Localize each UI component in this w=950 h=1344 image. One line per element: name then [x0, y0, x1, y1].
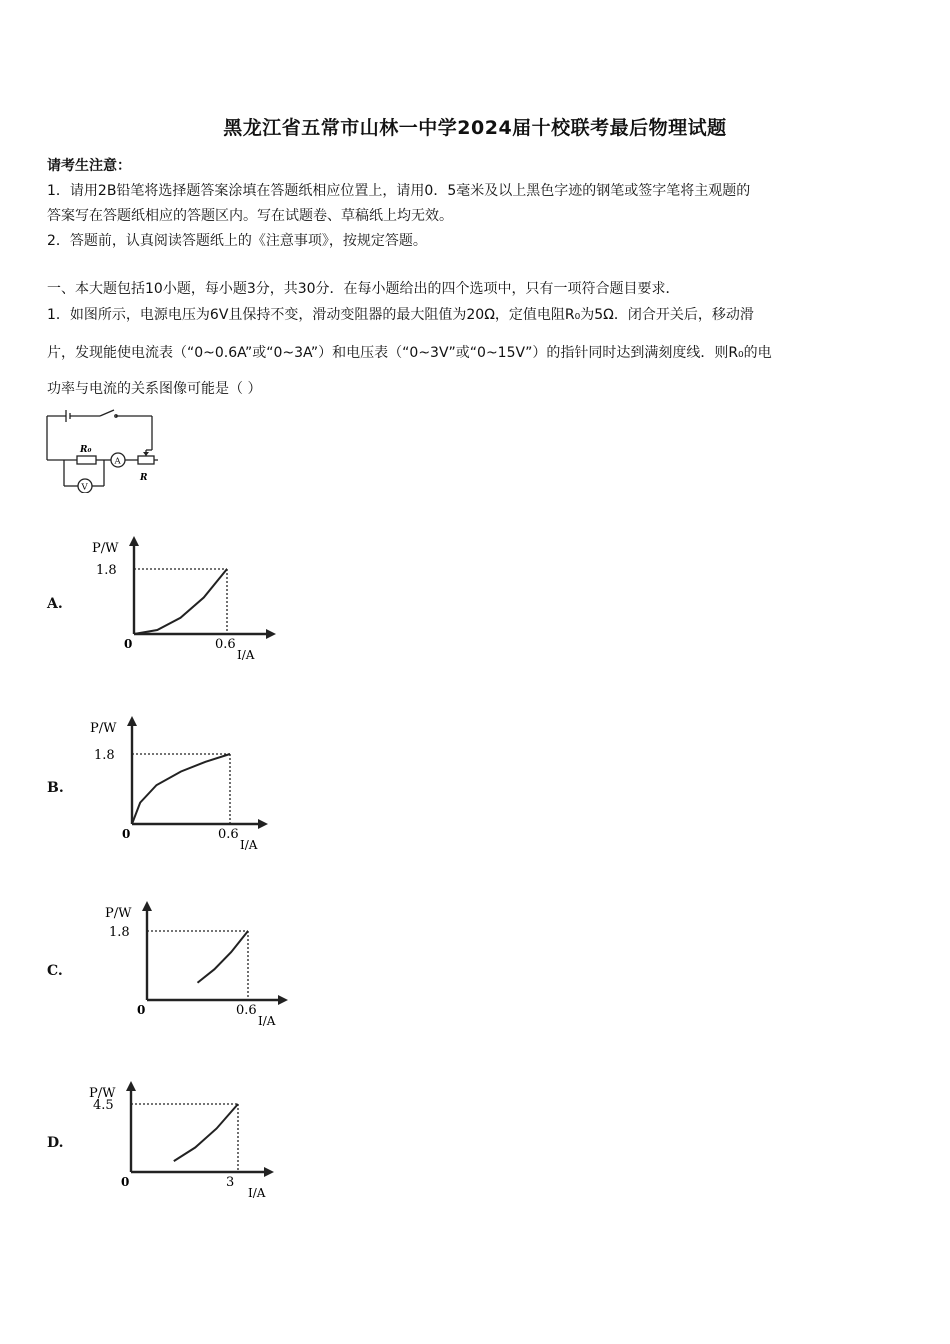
- y-axis-arrow: [127, 716, 137, 726]
- y-tick-label: 1.8: [96, 563, 117, 578]
- x-axis-arrow: [278, 995, 288, 1005]
- y-axis-arrow: [142, 901, 152, 911]
- option-c-label[interactable]: C.: [47, 963, 63, 979]
- y-axis-label: P/W: [92, 541, 119, 556]
- section-heading: 一、本大题包括10小题，每小题3分，共30分．在每小题给出的四个选项中，只有一项符合题目要求．: [47, 281, 680, 297]
- x-axis-label: I/A: [237, 648, 255, 662]
- option-b-label[interactable]: B.: [47, 780, 64, 796]
- rheostat: [138, 456, 154, 464]
- x-tick-label: 3: [226, 1175, 235, 1190]
- power-curve: [132, 754, 230, 824]
- graph-c: [92, 895, 292, 1030]
- power-curve: [134, 569, 227, 634]
- power-curve: [174, 1104, 238, 1161]
- ammeter-label: A: [114, 456, 121, 467]
- origin-label: 0: [124, 637, 133, 651]
- circuit-diagram: [40, 408, 170, 493]
- switch-blade: [100, 410, 114, 416]
- x-axis-arrow: [258, 819, 268, 829]
- x-axis-label: I/A: [240, 838, 258, 850]
- notice-heading: 请考生注意：: [47, 158, 131, 174]
- y-axis-arrow: [126, 1081, 136, 1091]
- x-tick-label: 0.6: [215, 637, 236, 652]
- y-axis-arrow: [129, 536, 139, 546]
- y-tick-label: 4.5: [93, 1098, 114, 1113]
- page-title: 黑龙江省五常市山林一中学2024届十校联考最后物理试题: [223, 117, 727, 139]
- origin-label: 0: [122, 827, 131, 841]
- x-tick-label: 0.6: [218, 827, 239, 842]
- graph-b: [82, 710, 272, 850]
- notice-item-2: 2．答题前，认真阅读答题纸上的《注意事项》，按规定答题。: [47, 233, 427, 249]
- origin-label: 0: [137, 1003, 146, 1017]
- r-label: R: [140, 473, 148, 483]
- notice-item-1-line-2: 答案写在答题纸相应的答题区内。写在试题卷、草稿纸上均无效。: [47, 208, 453, 224]
- option-a-label[interactable]: A.: [47, 596, 63, 612]
- y-axis-label: P/W: [90, 721, 117, 736]
- x-axis-label: I/A: [248, 1186, 266, 1200]
- voltmeter-label: V: [81, 482, 88, 493]
- r0-label: R₀: [80, 445, 92, 455]
- graph-d: [78, 1075, 278, 1200]
- power-curve: [198, 931, 249, 983]
- origin-label: 0: [121, 1175, 130, 1189]
- x-axis-arrow: [264, 1167, 274, 1177]
- x-axis-label: I/A: [258, 1014, 276, 1028]
- x-axis-arrow: [266, 629, 276, 639]
- question-1-line-2: 片，发现能使电流表（“0~0.6A”或“0~3A”）和电压表（“0~3V”或“0~15V”）的指针同时达到满刻度线．则R₀的电: [47, 345, 772, 361]
- graph-a: [90, 530, 280, 665]
- question-1-line-3: 功率与电流的关系图像可能是（ ）: [47, 381, 262, 397]
- y-tick-label: 1.8: [109, 925, 130, 940]
- y-axis-label: P/W: [89, 1086, 116, 1101]
- notice-item-1-line-1: 1．请用2B铅笔将选择题答案涂填在答题纸相应位置上，请用0．5毫米及以上黑色字迹的钢笔或签字笔将主观题的: [47, 183, 751, 199]
- y-tick-label: 1.8: [94, 748, 115, 763]
- question-1-line-1: 1．如图所示，电源电压为6V且保持不变，滑动变阻器的最大阻值为20Ω，定值电阻R₀为5Ω．闭合开关后，移动滑: [47, 307, 754, 323]
- y-axis-label: P/W: [105, 906, 132, 921]
- x-tick-label: 0.6: [236, 1003, 257, 1018]
- option-d-label[interactable]: D.: [47, 1135, 64, 1151]
- r0-resistor: [77, 456, 96, 464]
